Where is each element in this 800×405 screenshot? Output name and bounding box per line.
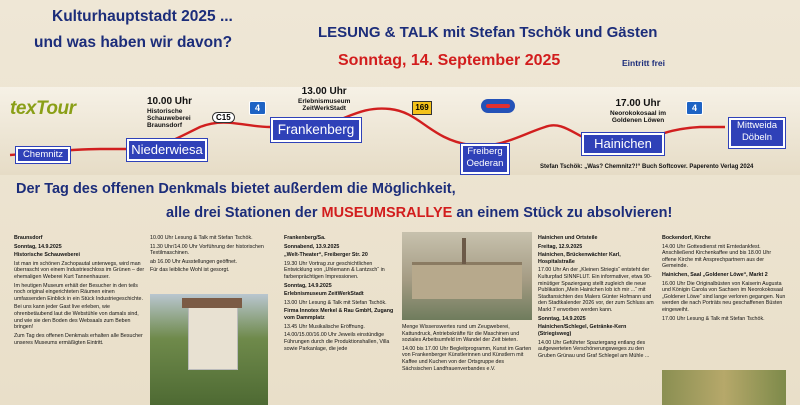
col6-paragraph2: 16.00 Uhr Die Originalbüsten von Kaiserin Augusta und Königin Carola von Sachsen im Neorokokosaal „Goldener Löwe“ sind lange verloren gegangen. Nun werden die nach Porträts neu geschaffenen Büsten eingeweiht. bbox=[662, 280, 786, 314]
col1-paragraph1: Ist man im schönen Zschopautal unterwegs, wird man überrascht von einem Industrieschloss im Grünen – der ehemaligen Weberei Kurt Tannenhauser. bbox=[14, 260, 145, 281]
event-title: LESUNG & TALK mit Stefan Tschök und Gästen bbox=[318, 24, 658, 41]
road-badge-b169: 169 bbox=[412, 101, 432, 115]
col1-paragraph2: Im heutigen Museum erhält der Besucher in den teils noch original eingerichteten Räumen einen umfassenden Einblick in ein Stück Industriegeschichte. bbox=[14, 282, 143, 302]
col2-item4: Für das leibliche Wohl ist gesorgt. bbox=[150, 267, 230, 274]
col3-heading-date2: Sonntag, 14.9.2025 bbox=[284, 282, 332, 289]
header-question-line2: und was haben wir davon? bbox=[34, 34, 233, 51]
stop-hainichen-time: 17.00 Uhr bbox=[615, 98, 661, 109]
textour-logo: texTour bbox=[10, 98, 76, 119]
column-bockendorf bbox=[662, 235, 786, 324]
col5-heading-venue2: Hainichen/Schlegel, Getränke-Kern (Striegisweg) bbox=[538, 324, 627, 337]
station-niederwiesa: Niederwiesa bbox=[127, 139, 207, 161]
col4-paragraph1: Menge Wissenswertes rund um Zeugweberei, Kattundruck, Antriebskräfte für die Maschinen und soziales Arbeitsumfeld im Wandel der Zeit bieten. bbox=[402, 324, 520, 344]
col3-heading-venue3: Firma Innotex Merkel & Rau GmbH, Zugang vom Dammplatz bbox=[284, 308, 394, 322]
banner-line2-end: an einem Stück zu absolvieren! bbox=[452, 205, 673, 221]
header-question-line1: Kulturhauptstadt 2025 ... bbox=[52, 8, 233, 25]
photo-busts bbox=[662, 370, 786, 405]
col2-item3: ab 16.00 Uhr Ausstellungen geöffnet. bbox=[150, 258, 238, 265]
stop-frankenberg bbox=[298, 86, 350, 112]
col1-heading-venue: Historische Schauweberei bbox=[14, 252, 80, 259]
stop-frankenberg-line2: ZeitWerkStadt bbox=[302, 104, 346, 112]
station-frankenberg: Frankenberg bbox=[271, 118, 361, 142]
station-oederan: Oederan bbox=[466, 158, 504, 169]
event-date: Sonntag, 14. September 2025 bbox=[338, 52, 561, 69]
col5-paragraph2: 14.00 Uhr Geführter Spaziergang entlang des aufgewerteten Verschönerungsweges zu den Gruben Grünau und Graf Schlegel am Mühle ... bbox=[538, 339, 650, 359]
col3-heading-date: Sonnabend, 13.9.2025 bbox=[284, 243, 340, 250]
station-doebeln: Döbeln bbox=[741, 132, 773, 143]
col3-paragraph2: 13.00 Uhr Lesung & Talk mit Stefan Tschök. bbox=[284, 299, 387, 306]
col3-paragraph1: 19.30 Uhr Vortrag zur geschichtlichen Entwicklung von „Uhlemann & Lantzsch“ in farbenprächtigen Impressionen. bbox=[284, 260, 385, 281]
station-freiberg: Freiberg bbox=[467, 146, 503, 157]
col6-heading-venue: Hainichen, Saal „Goldener Löwe“, Markt 2 bbox=[662, 272, 768, 279]
col3-paragraph4: 14.00/15.00/16.00 Uhr Jeweils einstündige Führungen durch die Produktionshallen, Villa sowie Parkanlage, die jede bbox=[284, 332, 390, 352]
banner-line2-start: alle drei Stationen der bbox=[166, 205, 322, 221]
banner-line2 bbox=[166, 205, 672, 221]
column-hainichen bbox=[538, 235, 656, 361]
col6-paragraph1: 14.00 Uhr Gottesdienst mit Erntedankfest. Anschließend Kirchenkaffee und bis 18.00 Uhr offene Kirche mit Ansprechpartnern aus der Gemeinde. bbox=[662, 243, 772, 270]
stop-braunsdorf-line1: Historische bbox=[147, 107, 183, 115]
col1-heading-date: Sonntag, 14.9.2025 bbox=[14, 243, 62, 250]
book-credit: Stefan Tschök: „Was? Chemnitz?!“ Buch Softcover. Paperento Verlag 2024 bbox=[540, 164, 754, 170]
col3-heading-place: Frankenberg/Sa. bbox=[284, 235, 326, 241]
road-badge-c15: C15 bbox=[212, 112, 235, 123]
col2-item1: 10.00 Uhr Lesung & Talk mit Stefan Tschök. bbox=[150, 235, 253, 241]
road-badge-a4-east: 4 bbox=[686, 101, 703, 115]
column-braunsdorf-program bbox=[150, 235, 268, 276]
col1-paragraph3: Bei uns kann jeder Gast live erleben, wie ohrenbetäubend laut die Webstühle von damals sind, und wie sie den Boden des Websaals zum Beben bringen! bbox=[14, 304, 139, 331]
col5-heading-venue: Hainichen, Brückenwächter Karl, Hospitalstraße bbox=[538, 252, 621, 265]
stop-frankenberg-line1: Erlebnismuseum bbox=[298, 97, 351, 105]
stop-hainichen-line1: Neorokokosaal im bbox=[610, 109, 666, 117]
station-mittweida: Mittweida bbox=[736, 120, 778, 131]
column-frankenberg-continued bbox=[402, 324, 532, 374]
station-freiberg-oederan bbox=[461, 144, 509, 174]
station-chemnitz: Chemnitz bbox=[16, 147, 70, 163]
col4-paragraph2: 14.00 bis 17.00 Uhr Begleitprogramm, Kunst im Garten von Frankenberger Künstlerinnen und Künstlern mit Kaffee und Kuchen von der Ortsgruppe des Sächsischen Landfrauenverbandes e.V. bbox=[402, 345, 532, 372]
station-mittweida-doebeln bbox=[729, 118, 785, 148]
col1-paragraph4: Zum Tag des offenen Denkmals erhalten alle Besucher unseres Museums ermäßigten Eintritt. bbox=[14, 332, 143, 346]
col6-paragraph3: 17.00 Uhr Lesung & Talk mit Stefan Tschök. bbox=[662, 315, 765, 322]
station-hainichen: Hainichen bbox=[582, 133, 664, 155]
col3-heading-venue: „Welt-Theater“, Freiberger Str. 20 bbox=[284, 252, 368, 259]
banner-line1: Der Tag des offenen Denkmals bietet außerdem die Möglichkeit, bbox=[16, 181, 456, 197]
col5-paragraph1: 17.00 Uhr An der „Kleinen Striegis“ entsteht der Kulturpfad SINNFLUT. Ein informativer, etwa 90-minütiger Spaziergang stellt zugleich die neue Publikation „Mein Hainichen lob ich mir ...“ mit Stadtansichten des Malers Günter Hofmann und den Stadtkalender 2026 vor, der zum Schluss am Markt 7 erworben werden kann. bbox=[538, 267, 654, 314]
road-badge-a4: 4 bbox=[249, 101, 266, 115]
col3-paragraph3: 13.45 Uhr Musikalische Eröffnung. bbox=[284, 323, 365, 330]
photo-factory-painting bbox=[402, 232, 532, 320]
col5-heading-date2: Sonntag, 14.9.2025 bbox=[538, 315, 586, 322]
stop-braunsdorf-line2: Schauweberei bbox=[147, 114, 191, 122]
stop-hainichen bbox=[610, 98, 666, 124]
col6-heading-place: Bockendorf, Kirche bbox=[662, 235, 711, 241]
route-line-svg bbox=[0, 87, 800, 175]
stop-braunsdorf bbox=[147, 96, 192, 130]
column-frankenberg bbox=[284, 235, 396, 354]
column-braunsdorf bbox=[14, 235, 146, 348]
banner-museumsrallye: MUSEUMSRALLYE bbox=[321, 205, 453, 221]
col3-heading-venue2: Erlebnismuseum ZeitWerkStadt bbox=[284, 291, 364, 298]
photo-schauweberei bbox=[150, 294, 268, 405]
stop-braunsdorf-time: 10.00 Uhr bbox=[147, 96, 193, 107]
col1-heading-place: Braunsdorf bbox=[14, 235, 43, 241]
stop-braunsdorf-line3: Braunsdorf bbox=[147, 122, 183, 130]
admission-free: Eintritt frei bbox=[622, 58, 665, 68]
col5-heading-place: Hainichen und Ortsteile bbox=[538, 235, 598, 241]
company-logo-icon bbox=[481, 99, 515, 113]
col2-item2: 11.30 Uhr/14.00 Uhr Vorführung der historischen Textilmaschinen. bbox=[150, 243, 264, 257]
stop-hainichen-line2: Goldenen Löwen bbox=[611, 116, 665, 124]
stop-frankenberg-time: 13.00 Uhr bbox=[301, 86, 347, 97]
col5-heading-date: Freitag, 12.9.2025 bbox=[538, 243, 583, 250]
